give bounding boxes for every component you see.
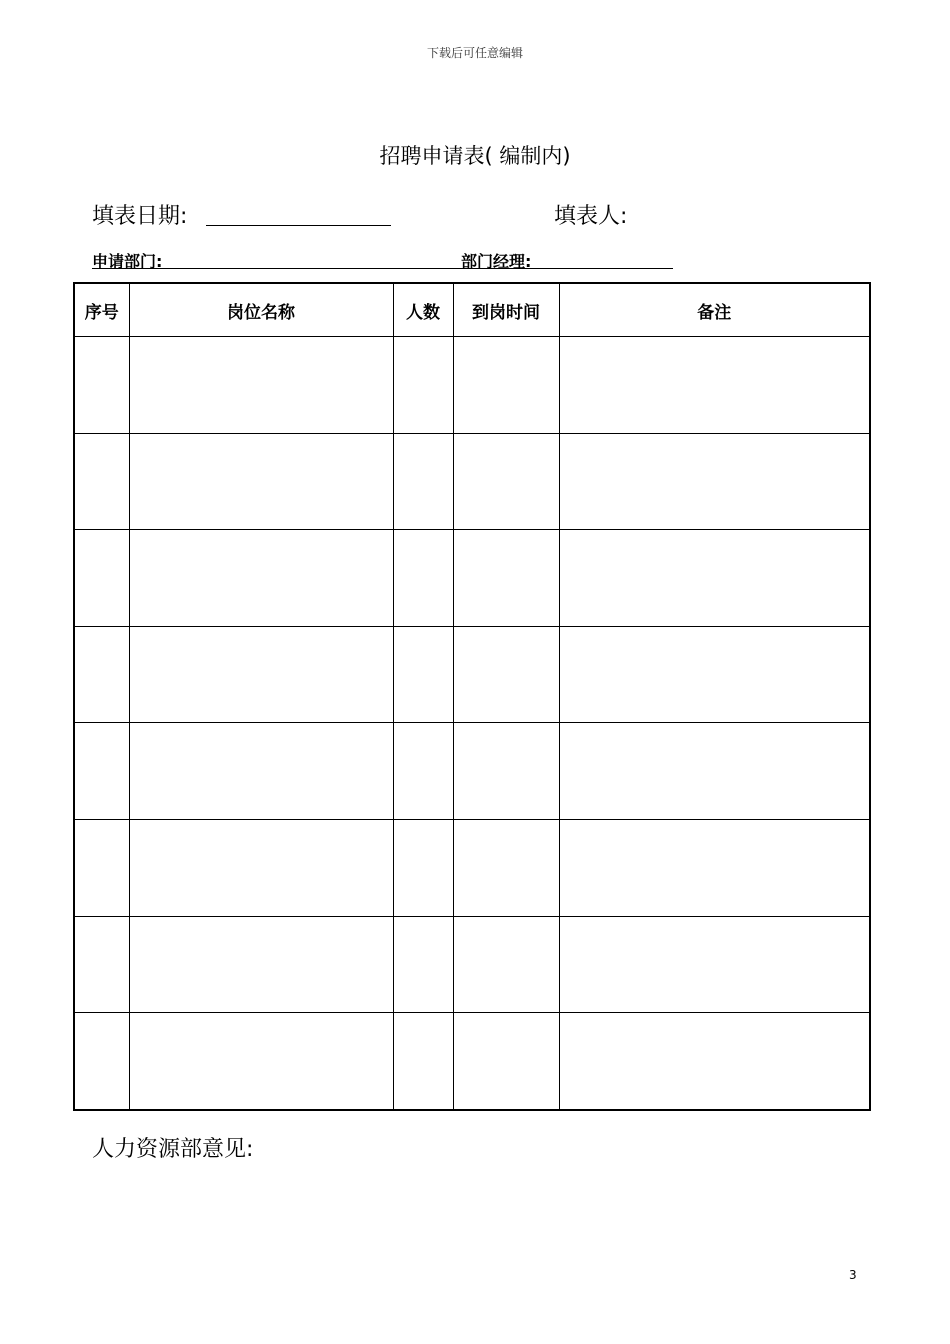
table-cell[interactable] [453, 530, 559, 627]
table-row [74, 723, 870, 820]
table-cell[interactable] [453, 337, 559, 434]
table-cell[interactable] [559, 723, 870, 820]
table-cell[interactable] [129, 916, 393, 1013]
table-cell[interactable] [559, 337, 870, 434]
recruitment-table [73, 282, 871, 1111]
table-header-row [74, 283, 870, 337]
table-cell[interactable] [129, 337, 393, 434]
table-row [74, 337, 870, 434]
table-cell[interactable] [74, 916, 129, 1013]
col-header-seq: 序号 [74, 283, 129, 337]
table-cell[interactable] [453, 626, 559, 723]
fill-date-label: 填表日期: [92, 204, 188, 229]
table-cell[interactable] [129, 433, 393, 530]
table-cell[interactable] [393, 723, 453, 820]
col-header-position: 岗位名称 [129, 283, 393, 337]
department-label: 申请部门: [92, 252, 163, 271]
table-cell[interactable] [393, 433, 453, 530]
table-cell[interactable] [129, 626, 393, 723]
table-cell[interactable] [559, 916, 870, 1013]
table-cell[interactable] [129, 530, 393, 627]
table-cell[interactable] [74, 1013, 129, 1110]
table-cell[interactable] [559, 626, 870, 723]
table-cell[interactable] [453, 1013, 559, 1110]
hr-opinion-label: 人力资源部意见: [92, 1137, 254, 1162]
col-header-remarks: 备注 [559, 283, 870, 337]
table-cell[interactable] [559, 433, 870, 530]
department-row [92, 249, 872, 271]
table-cell[interactable] [393, 819, 453, 916]
table-row [74, 530, 870, 627]
table-row [74, 1013, 870, 1110]
table-cell[interactable] [453, 723, 559, 820]
table-row [74, 433, 870, 530]
table-cell[interactable] [129, 819, 393, 916]
table-cell[interactable] [453, 819, 559, 916]
table-cell[interactable] [129, 1013, 393, 1110]
table-row [74, 626, 870, 723]
col-header-arrival: 到岗时间 [453, 283, 559, 337]
page-number: 3 [849, 1268, 857, 1282]
manager-field[interactable] [458, 268, 673, 269]
table-cell[interactable] [393, 530, 453, 627]
table-cell[interactable] [74, 530, 129, 627]
table-cell[interactable] [393, 626, 453, 723]
page-title: 招聘申请表( 编制内) [379, 144, 571, 168]
table-cell[interactable] [74, 819, 129, 916]
manager-label: 部门经理: [461, 252, 532, 271]
table-cell[interactable] [453, 433, 559, 530]
table-cell[interactable] [393, 1013, 453, 1110]
table-cell[interactable] [559, 1013, 870, 1110]
department-field[interactable] [92, 268, 458, 269]
table-cell[interactable] [393, 337, 453, 434]
table-cell[interactable] [453, 916, 559, 1013]
table-cell[interactable] [129, 723, 393, 820]
table-cell[interactable] [74, 723, 129, 820]
table-row [74, 916, 870, 1013]
fill-date-field[interactable] [206, 225, 391, 226]
col-header-count: 人数 [393, 283, 453, 337]
header-note: 下载后可任意编辑 [426, 46, 523, 60]
table-cell[interactable] [74, 337, 129, 434]
table-cell[interactable] [393, 916, 453, 1013]
table-cell[interactable] [559, 530, 870, 627]
table-cell[interactable] [74, 433, 129, 530]
table-cell[interactable] [559, 819, 870, 916]
filler-label: 填表人: [554, 204, 628, 229]
table-cell[interactable] [74, 626, 129, 723]
table-row [74, 819, 870, 916]
fill-info-row [92, 199, 872, 229]
